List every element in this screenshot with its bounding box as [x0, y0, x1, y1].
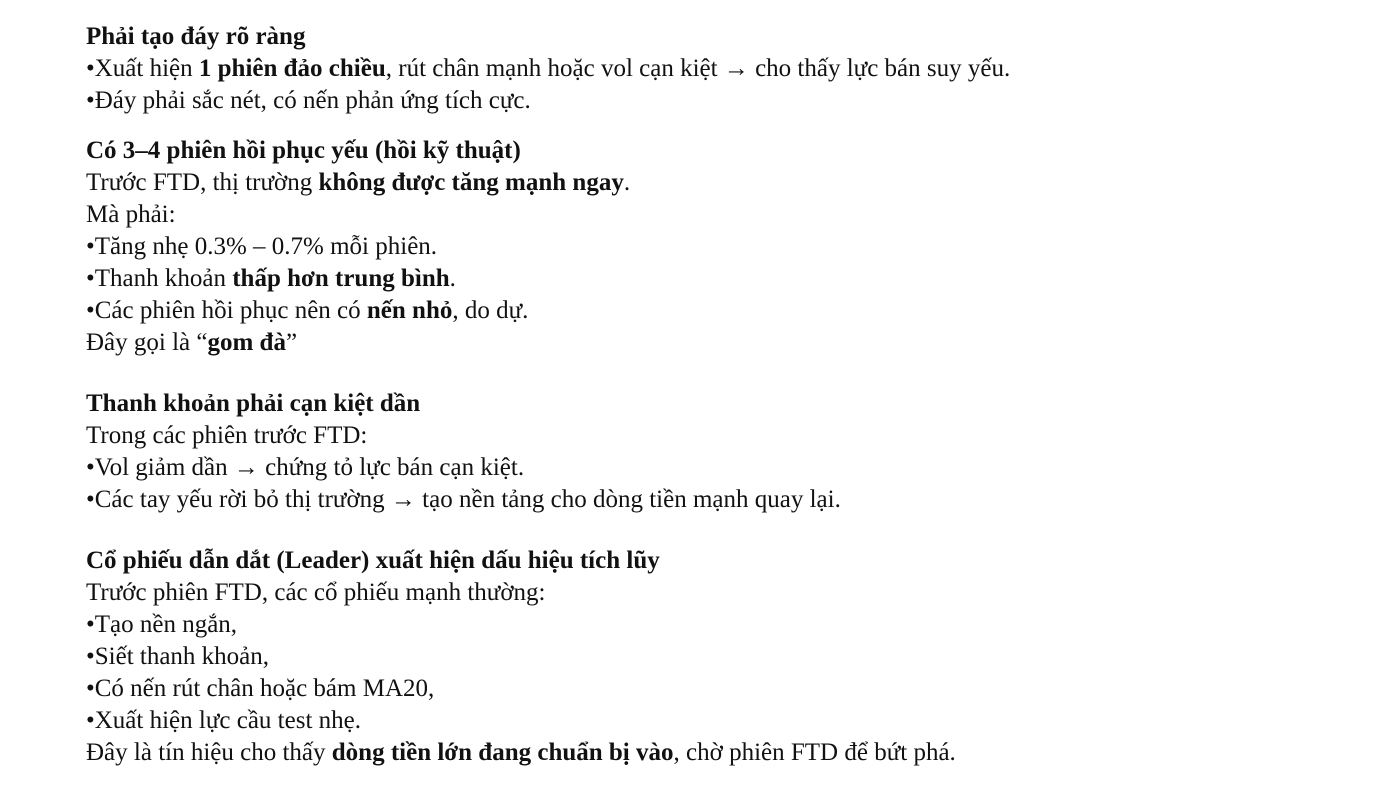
- bullet-line: •Đáy phải sắc nét, có nến phản ứng tích cực.: [86, 87, 531, 114]
- text-line: Mà phải:: [86, 201, 176, 228]
- bullet-line: •Xuất hiện 1 phiên đảo chiều, rút chân mạnh hoặc vol cạn kiệt → cho thấy lực bán suy yếu.: [86, 55, 1011, 82]
- section-spacer: [86, 117, 1376, 135]
- bullet-line: •Các phiên hồi phục nên có nến nhỏ, do dự.: [86, 297, 529, 324]
- bullet-line: •Xuất hiện lực cầu test nhẹ.: [86, 707, 361, 734]
- section-heading: Phải tạo đáy rõ ràng: [86, 23, 306, 50]
- text-line: Đây là tín hiệu cho thấy dòng tiền lớn đang chuẩn bị vào, chờ phiên FTD để bứt phá.: [86, 739, 956, 766]
- bullet-line: •Có nến rút chân hoặc bám MA20,: [86, 675, 435, 702]
- section-heading: Thanh khoản phải cạn kiệt dần: [86, 390, 421, 417]
- bullet-line: •Tăng nhẹ 0.3% – 0.7% mỗi phiên.: [86, 233, 438, 260]
- bullet-line: •Vol giảm dần → chứng tỏ lực bán cạn kiệt.: [86, 454, 525, 481]
- document-body: [86, 21, 1376, 769]
- bullet-line: •Thanh khoản thấp hơn trung bình.: [86, 265, 456, 292]
- text-line: Trước FTD, thị trường không được tăng mạnh ngay.: [86, 169, 631, 196]
- section-spacer: [86, 359, 1376, 388]
- section-heading: Cổ phiếu dẫn dắt (Leader) xuất hiện dấu hiệu tích lũy: [86, 547, 660, 574]
- bullet-line: •Tạo nền ngắn,: [86, 611, 238, 638]
- text-line: Đây gọi là “gom đà”: [86, 329, 298, 356]
- section-heading: Có 3–4 phiên hồi phục yếu (hồi kỹ thuật): [86, 137, 521, 164]
- section-spacer: [86, 516, 1376, 545]
- bullet-line: •Siết thanh khoản,: [86, 643, 270, 670]
- text-line: Trong các phiên trước FTD:: [86, 422, 368, 449]
- bullet-line: •Các tay yếu rời bỏ thị trường → tạo nền tảng cho dòng tiền mạnh quay lại.: [86, 486, 841, 513]
- text-line: Trước phiên FTD, các cổ phiếu mạnh thường:: [86, 579, 546, 606]
